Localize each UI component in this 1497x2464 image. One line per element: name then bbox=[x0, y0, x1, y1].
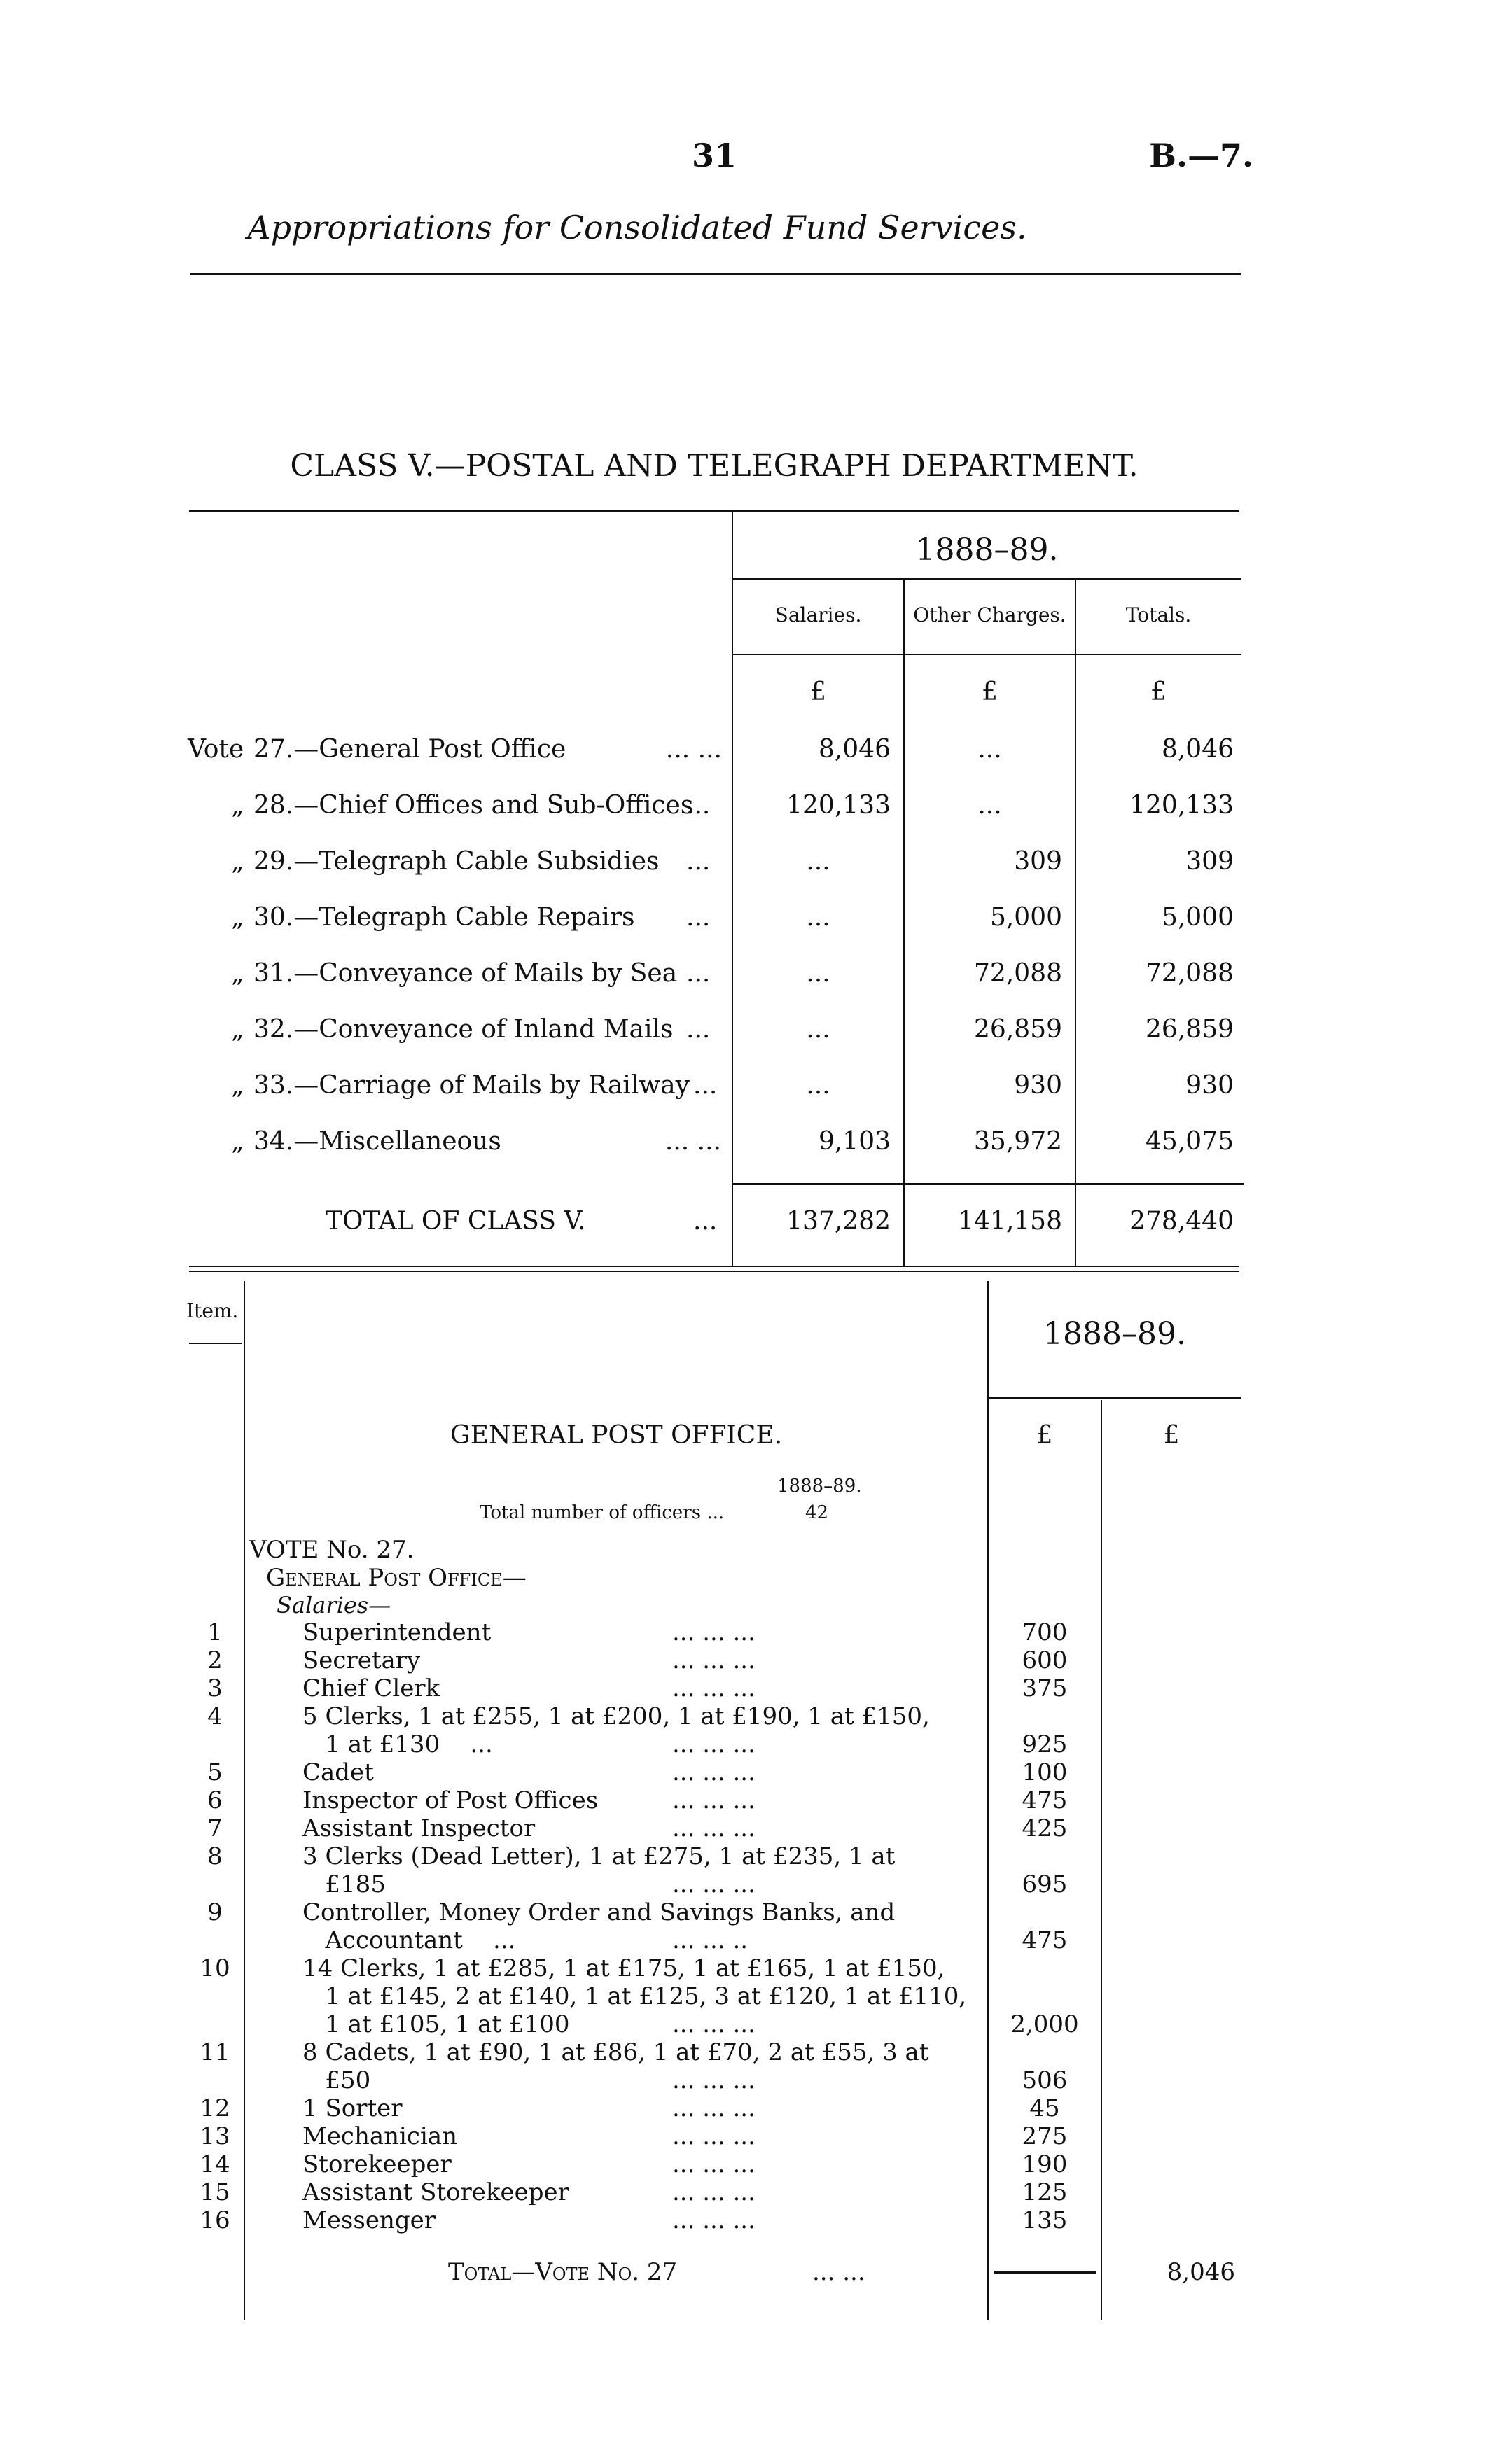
line-text: £185 bbox=[302, 1870, 386, 1898]
totals-value: 930 bbox=[1185, 1071, 1234, 1100]
item-number: 5 bbox=[207, 1758, 223, 1786]
line-text: 8 Cadets, 1 at £90, 1 at £86, 1 at £70, 2 at £55, 3 at bbox=[302, 2038, 929, 2066]
salaries-value: 9,103 bbox=[818, 1127, 891, 1156]
line-text: Chief Clerk bbox=[302, 1674, 440, 1702]
vote-heading: VOTE No. 27. bbox=[249, 1536, 415, 1564]
summary-total-row bbox=[0, 1207, 1497, 1240]
line-amount: 600 bbox=[1022, 1646, 1068, 1674]
line-dots: ... ... ... bbox=[672, 2178, 756, 2206]
item-number: 13 bbox=[200, 2122, 230, 2150]
line-dots: ... ... ... bbox=[672, 2150, 756, 2178]
header-rule bbox=[190, 273, 1241, 275]
vote-leader: ... bbox=[686, 847, 711, 876]
vote-label: 30.—Telegraph Cable Repairs bbox=[253, 903, 635, 932]
total-totals: 278,440 bbox=[1129, 1207, 1234, 1236]
officers-count: 42 bbox=[805, 1502, 829, 1523]
line-text: 1 Sorter bbox=[302, 2094, 403, 2122]
vote-label: 28.—Chief Offices and Sub-Offices bbox=[253, 791, 694, 820]
line-text: Inspector of Post Offices bbox=[302, 1786, 599, 1814]
detail-total-label: Total—Vote No. 27 bbox=[448, 2258, 678, 2286]
other-value: 930 bbox=[1014, 1071, 1062, 1100]
vote-prefix: „ bbox=[231, 791, 244, 820]
item-number: 15 bbox=[200, 2178, 230, 2206]
vote-leader: ... bbox=[686, 903, 711, 932]
summary-year-rule bbox=[733, 578, 1241, 580]
totals-value: 45,075 bbox=[1146, 1127, 1234, 1156]
summary-total-rule bbox=[733, 1183, 1244, 1185]
vote-label: 29.—Telegraph Cable Subsidies bbox=[253, 847, 660, 876]
summary-row-vote-32 bbox=[0, 1015, 1497, 1049]
line-text: Accountant ... bbox=[302, 1926, 516, 1954]
item-number: 4 bbox=[207, 1702, 223, 1730]
totals-value: 120,133 bbox=[1129, 791, 1234, 820]
line-amount: 100 bbox=[1022, 1758, 1068, 1786]
currency-other: £ bbox=[982, 678, 998, 706]
col-header-totals: Totals. bbox=[1125, 603, 1192, 626]
line-text: 1 at £130 ... bbox=[302, 1730, 493, 1758]
line-amount: 135 bbox=[1022, 2206, 1068, 2234]
vote-prefix: „ bbox=[231, 1127, 244, 1156]
item-number: 10 bbox=[200, 1954, 230, 1982]
line-dots: ... ... ... bbox=[672, 1870, 756, 1898]
summary-end-rule-1 bbox=[189, 1266, 1239, 1267]
line-dots: ... ... .. bbox=[672, 1926, 748, 1954]
other-value: 309 bbox=[1014, 847, 1062, 876]
total-label: TOTAL OF CLASS V. bbox=[326, 1207, 586, 1236]
vote-prefix: „ bbox=[231, 1015, 244, 1044]
salaries-value: ... bbox=[806, 959, 830, 988]
line-amount: 375 bbox=[1022, 1674, 1068, 1702]
officers-label: Total number of officers ... bbox=[480, 1502, 725, 1523]
vote-prefix: „ bbox=[231, 847, 244, 876]
totals-value: 26,859 bbox=[1146, 1015, 1234, 1044]
line-dots: ... ... ... bbox=[672, 2066, 756, 2094]
totals-value: 5,000 bbox=[1161, 903, 1234, 932]
summary-row-vote-33 bbox=[0, 1071, 1497, 1105]
page-title: Appropriations for Consolidated Fund Services. bbox=[247, 209, 1027, 246]
summary-row-vote-28 bbox=[0, 791, 1497, 825]
item-number: 1 bbox=[207, 1618, 223, 1646]
currency-total: £ bbox=[1163, 1421, 1180, 1450]
class-title: CLASS V.—POSTAL AND TELEGRAPH DEPARTMENT. bbox=[290, 448, 1139, 484]
other-value: 35,972 bbox=[974, 1127, 1062, 1156]
salaries-value: ... bbox=[806, 1015, 830, 1044]
line-dots: ... ... ... bbox=[672, 1618, 756, 1646]
item-number: 8 bbox=[207, 1842, 223, 1870]
item-number: 6 bbox=[207, 1786, 223, 1814]
salaries-value: ... bbox=[806, 1071, 830, 1100]
line-text: Secretary bbox=[302, 1646, 421, 1674]
line-text: Storekeeper bbox=[302, 2150, 452, 2178]
currency-totals: £ bbox=[1150, 678, 1167, 706]
other-value: 5,000 bbox=[989, 903, 1062, 932]
line-text: 3 Clerks (Dead Letter), 1 at £275, 1 at £235, 1 at bbox=[302, 1842, 896, 1870]
vote-leader: ... bbox=[686, 959, 711, 988]
line-dots: ... ... ... bbox=[672, 2206, 756, 2234]
summary-row-vote-27 bbox=[0, 735, 1497, 769]
line-amount: 475 bbox=[1022, 1786, 1068, 1814]
line-text: Messenger bbox=[302, 2206, 436, 2234]
total-leader: ... bbox=[693, 1207, 718, 1236]
summary-row-vote-34 bbox=[0, 1127, 1497, 1161]
line-text: Controller, Money Order and Savings Banks, and bbox=[302, 1898, 896, 1926]
section-title: GENERAL POST OFFICE. bbox=[450, 1421, 783, 1450]
col-header-salaries: Salaries. bbox=[774, 603, 862, 626]
line-dots: ... ... ... bbox=[672, 1674, 756, 1702]
item-number: 16 bbox=[200, 2206, 230, 2234]
summary-row-vote-30 bbox=[0, 903, 1497, 937]
salaries-value: ... bbox=[806, 847, 830, 876]
vote-leader: ... ... bbox=[665, 735, 722, 764]
line-text: Mechanician bbox=[302, 2122, 457, 2150]
item-number: 14 bbox=[200, 2150, 230, 2178]
vote-label: 32.—Conveyance of Inland Mails bbox=[253, 1015, 674, 1044]
totals-value: 309 bbox=[1185, 847, 1234, 876]
item-number: 9 bbox=[207, 1898, 223, 1926]
summary-row-vote-31 bbox=[0, 959, 1497, 993]
vote-prefix: „ bbox=[231, 903, 244, 932]
item-header-rule bbox=[189, 1343, 242, 1344]
line-amount: 125 bbox=[1022, 2178, 1068, 2206]
line-text: Assistant Inspector bbox=[302, 1814, 536, 1842]
department-heading: General Post Office— bbox=[266, 1564, 527, 1592]
salaries-value: 8,046 bbox=[818, 735, 891, 764]
line-text: Assistant Storekeeper bbox=[302, 2178, 569, 2206]
line-amount: 475 bbox=[1022, 1926, 1068, 1954]
currency-salaries: £ bbox=[810, 678, 826, 706]
other-value: 72,088 bbox=[974, 959, 1062, 988]
line-dots: ... ... ... bbox=[672, 1814, 756, 1842]
line-dots: ... ... ... bbox=[672, 2010, 756, 2038]
item-number: 7 bbox=[207, 1814, 223, 1842]
document-reference: B.—7. bbox=[1149, 136, 1253, 174]
col-header-other-charges: Other Charges. bbox=[913, 603, 1066, 626]
line-dots: ... ... ... bbox=[672, 2094, 756, 2122]
total-salaries: 137,282 bbox=[786, 1207, 891, 1236]
line-text: Superintendent bbox=[302, 1618, 492, 1646]
vote-prefix: Vote bbox=[188, 735, 244, 764]
vote-prefix: „ bbox=[231, 1071, 244, 1100]
class-rule bbox=[189, 510, 1239, 512]
line-text: 5 Clerks, 1 at £255, 1 at £200, 1 at £190, 1 at £150, bbox=[302, 1702, 930, 1730]
salaries-value: ... bbox=[806, 903, 830, 932]
line-amount: 45 bbox=[1029, 2094, 1060, 2122]
line-amount: 695 bbox=[1022, 1870, 1068, 1898]
vote-leader: ... bbox=[686, 1015, 711, 1044]
line-text: 1 at £145, 2 at £140, 1 at £125, 3 at £120, 1 at £110, bbox=[302, 1982, 967, 2010]
vote-label: 31.—Conveyance of Mails by Sea bbox=[253, 959, 678, 988]
vote-leader: ... bbox=[693, 1071, 718, 1100]
line-amount: 2,000 bbox=[1010, 2010, 1079, 2038]
item-number: 2 bbox=[207, 1646, 223, 1674]
summary-row-vote-29 bbox=[0, 847, 1497, 881]
line-amount: 275 bbox=[1022, 2122, 1068, 2150]
line-dots: ... ... ... bbox=[672, 1786, 756, 1814]
other-value: ... bbox=[977, 735, 1002, 764]
item-number: 3 bbox=[207, 1674, 223, 1702]
totals-value: 72,088 bbox=[1146, 959, 1234, 988]
total-other: 141,158 bbox=[958, 1207, 1062, 1236]
vote-label: 33.—Carriage of Mails by Railway bbox=[253, 1071, 690, 1100]
detail-total-amount: 8,046 bbox=[1167, 2258, 1235, 2286]
page-number: 31 bbox=[691, 136, 737, 174]
vote-leader: ... ... bbox=[664, 1127, 721, 1156]
totals-value: 8,046 bbox=[1161, 735, 1234, 764]
officers-year: 1888–89. bbox=[777, 1476, 862, 1497]
vote-leader: ... bbox=[686, 791, 711, 820]
line-amount: 190 bbox=[1022, 2150, 1068, 2178]
line-text: 14 Clerks, 1 at £285, 1 at £175, 1 at £165, 1 at £150, bbox=[302, 1954, 945, 1982]
summary-year-header: 1888–89. bbox=[915, 532, 1059, 568]
other-value: 26,859 bbox=[974, 1015, 1062, 1044]
detail-year-rule bbox=[989, 1397, 1241, 1399]
summary-end-rule-2 bbox=[189, 1270, 1239, 1272]
line-dots: ... ... ... bbox=[672, 2122, 756, 2150]
line-amount: 506 bbox=[1022, 2066, 1068, 2094]
item-number: 11 bbox=[200, 2038, 230, 2066]
vote-prefix: „ bbox=[231, 959, 244, 988]
detail-total-dots: ... ... bbox=[812, 2258, 865, 2286]
vote-label: 34.—Miscellaneous bbox=[253, 1127, 501, 1156]
detail-total-row bbox=[0, 2258, 1497, 2292]
salaries-value: 120,133 bbox=[786, 791, 891, 820]
detail-year-header: 1888–89. bbox=[1043, 1316, 1186, 1352]
line-amount: 425 bbox=[1022, 1814, 1068, 1842]
line-amount: 925 bbox=[1022, 1730, 1068, 1758]
line-dots: ... ... ... bbox=[672, 1758, 756, 1786]
other-value: ... bbox=[977, 791, 1002, 820]
item-column-header: Item. bbox=[186, 1299, 239, 1322]
line-text: 1 at £105, 1 at £100 bbox=[302, 2010, 570, 2038]
line-dots: ... ... ... bbox=[672, 1646, 756, 1674]
line-text: £50 bbox=[302, 2066, 371, 2094]
line-amount: 700 bbox=[1022, 1618, 1068, 1646]
vote-label: 27.—General Post Office bbox=[253, 735, 566, 764]
currency-amount: £ bbox=[1036, 1421, 1053, 1450]
summary-colhead-rule bbox=[733, 654, 1241, 655]
line-text: Cadet bbox=[302, 1758, 374, 1786]
line-dots: ... ... ... bbox=[672, 1730, 756, 1758]
salaries-heading: Salaries— bbox=[277, 1592, 391, 1618]
item-number: 12 bbox=[200, 2094, 230, 2122]
detail-line bbox=[0, 2206, 1497, 2240]
